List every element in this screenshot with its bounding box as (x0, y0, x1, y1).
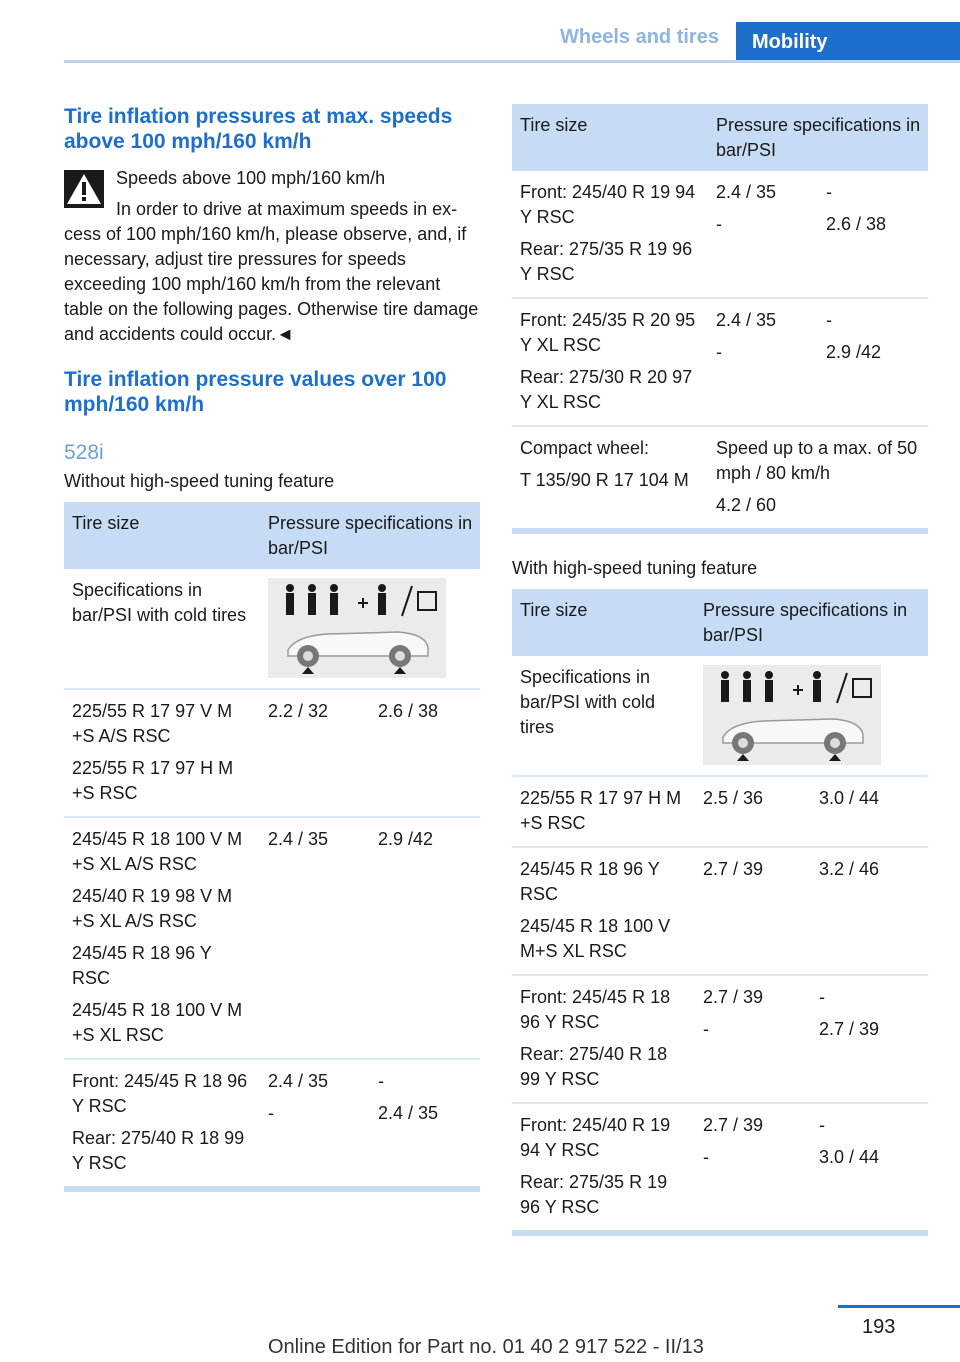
tire-size-rear: Rear: 275/40 R 18 99 Y RSC (520, 1044, 668, 1089)
pressure-value: 2.9 /42 (826, 342, 882, 362)
tire-size-cell (64, 689, 260, 817)
pressure-normal (708, 298, 818, 426)
header-section-tab: Wheels and tires (560, 26, 719, 48)
pressure-value: - (268, 1103, 274, 1123)
table-row (512, 975, 928, 1103)
pressure-value: - (819, 987, 825, 1007)
table-row (512, 426, 928, 531)
pressure-value: 2.4 / 35 (716, 182, 777, 202)
pressure-value: 2.4 / 35 (268, 1071, 329, 1091)
pressure-loaded: 3.2 / 46 (811, 847, 928, 975)
pressure-value: 4.2 / 60 (716, 495, 777, 515)
pressure-value: - (716, 342, 722, 362)
table-row (64, 1059, 480, 1189)
pressure-normal: 2.5 / 36 (695, 776, 811, 847)
tire-size-cell (512, 298, 708, 426)
table-row (64, 689, 480, 817)
load-pictogram-cell (260, 569, 480, 689)
tire-size-cell (512, 426, 708, 531)
model-heading: 528i (64, 441, 104, 464)
pressure-value: - (378, 1071, 384, 1091)
pressure-normal (260, 1059, 370, 1189)
pressure-value: - (716, 214, 722, 234)
pressure-table-with-tuning (512, 589, 928, 1236)
pressure-loaded (370, 1059, 480, 1189)
vehicle-load-pictogram (703, 665, 881, 765)
tire-size-front: Front: 245/40 R 19 94 Y RSC (520, 1115, 671, 1160)
section-title-pressure-values: Tire inflation pressure values over 100 mph/160 km/h (64, 368, 447, 416)
column-header-pressure: Pressure specifications in bar/PSI (260, 502, 480, 569)
tire-size-cell (512, 847, 695, 975)
warning-text-first: In order to drive at maximum speeds in ex- (116, 199, 458, 219)
pressure-normal: 2.7 / 39 (695, 847, 811, 975)
pressure-normal (695, 975, 811, 1103)
table-row (512, 1103, 928, 1233)
pressure-value: 2.7 / 39 (703, 987, 764, 1007)
tire-size-cell (64, 1059, 260, 1189)
tire-size: Compact wheel: (520, 438, 650, 458)
tire-size: 245/45 R 18 100 V M +S XL A/S RSC (72, 829, 243, 874)
column-header-pressure: Pressure specifications in bar/PSI (695, 589, 928, 656)
tire-size-cell (512, 1103, 695, 1233)
edition-footer: Online Edition for Part no. 01 40 2 917 522 - II/13 (268, 1336, 704, 1358)
pressure-value: - (819, 1115, 825, 1135)
pressure-value: - (826, 182, 832, 202)
pressure-loaded: 3.0 / 44 (811, 776, 928, 847)
header-rule (64, 60, 960, 63)
column-header-tire-size: Tire size (64, 502, 260, 569)
table-row (512, 847, 928, 975)
load-pictogram-cell (695, 656, 928, 776)
left-column (64, 104, 480, 1192)
tire-size-cell: 225/55 R 17 97 H M +S RSC (512, 776, 695, 847)
pressure-table-without-tuning-continued (512, 104, 928, 534)
pressure-normal (695, 1103, 811, 1233)
tire-size: 225/55 R 17 97 H M +S RSC (72, 758, 234, 803)
pressure-loaded (811, 1103, 928, 1233)
column-header-tire-size: Tire size (512, 589, 695, 656)
pressure-value: 2.6 / 38 (826, 214, 887, 234)
table-row (64, 817, 480, 1059)
tire-size: 245/45 R 18 100 V M+S XL RSC (520, 916, 671, 961)
pressure-value: 2.4 / 35 (378, 1103, 439, 1123)
table-row (512, 656, 928, 776)
pressure-value: 3.0 / 44 (819, 1147, 880, 1167)
table-row (512, 171, 928, 298)
tire-size-front: Front: 245/45 R 18 96 Y RSC (72, 1071, 248, 1116)
pressure-normal: 2.2 / 32 (260, 689, 370, 817)
tire-size: 245/45 R 18 96 Y RSC (520, 859, 660, 904)
pressure-loaded (818, 298, 928, 426)
pressure-value: 2.7 / 39 (703, 1115, 764, 1135)
tire-size: 225/55 R 17 97 V M +S A/S RSC (72, 701, 233, 746)
tire-size-rear: Rear: 275/35 R 19 96 Y RSC (520, 239, 693, 284)
table3-caption: With high-speed tuning feature (512, 558, 758, 578)
tire-size-rear: Rear: 275/35 R 19 96 Y RSC (520, 1172, 668, 1217)
column-header-pressure: Pressure specifications in bar/PSI (708, 104, 928, 171)
tire-size-rear: Rear: 275/30 R 20 97 Y XL RSC (520, 367, 693, 412)
table-row (64, 569, 480, 689)
vehicle-load-pictogram (268, 578, 446, 678)
right-column (512, 104, 928, 1236)
pressure-loaded: 2.9 /42 (370, 817, 480, 1059)
section-title-max-speeds: Tire inflation pressures at max. speeds above 100 mph/160 km/h (64, 105, 453, 153)
tire-size: 245/45 R 18 100 V M +S XL RSC (72, 1000, 243, 1045)
table-row (512, 776, 928, 847)
warning-triangle-icon (64, 170, 104, 208)
pressure-value: 2.4 / 35 (716, 310, 777, 330)
tire-size: 245/40 R 19 98 V M +S XL A/S RSC (72, 886, 233, 931)
tire-size-front: Front: 245/45 R 18 96 Y RSC (520, 987, 671, 1032)
pressure-loaded: 2.6 / 38 (370, 689, 480, 817)
tire-size-rear: Rear: 275/40 R 18 99 Y RSC (72, 1128, 245, 1173)
pressure-table-without-tuning (64, 502, 480, 1192)
pressure-loaded (811, 975, 928, 1103)
pressure-value: - (826, 310, 832, 330)
table-row (512, 298, 928, 426)
spec-label: Specifications in bar/PSI with cold tires (512, 656, 695, 776)
tire-size-cell (512, 171, 708, 298)
pressure-loaded (818, 171, 928, 298)
warning-text: cess of 100 mph/160 km/h, please observe, and, if necessary, adjust tire pressures for speeds exceeding 100 mph/160 km/h from the relevant table on the following pages. Otherwise tire damage and accidents could occur.◄ (64, 224, 479, 344)
spec-label: Specifications in bar/PSI with cold tires (64, 569, 260, 689)
pressure-value: - (703, 1019, 709, 1039)
table1-caption: Without high-speed tuning feature (64, 471, 335, 491)
pressure-normal (708, 171, 818, 298)
pressure-value: 2.7 / 39 (819, 1019, 880, 1039)
pressure-normal: 2.4 / 35 (260, 817, 370, 1059)
pressure-compact (708, 426, 928, 531)
tire-size-cell (512, 975, 695, 1103)
page-number: 193 (862, 1316, 896, 1338)
tire-size-front: Front: 245/40 R 19 94 Y RSC (520, 182, 696, 227)
tire-size: T 135/90 R 17 104 M (520, 470, 689, 490)
speed-limit-note: Speed up to a max. of 50 mph / 80 km/h (716, 438, 918, 483)
tire-size: 245/45 R 18 96 Y RSC (72, 943, 212, 988)
footer-rule (838, 1305, 960, 1308)
pressure-value: - (703, 1147, 709, 1167)
header-chapter-tab: Mobility (736, 22, 960, 63)
tire-size-front: Front: 245/35 R 20 95 Y XL RSC (520, 310, 696, 355)
column-header-tire-size: Tire size (512, 104, 708, 171)
warning-title: Speeds above 100 mph/160 km/h (116, 168, 386, 188)
warning-block (64, 166, 480, 347)
tire-size-cell (64, 817, 260, 1059)
